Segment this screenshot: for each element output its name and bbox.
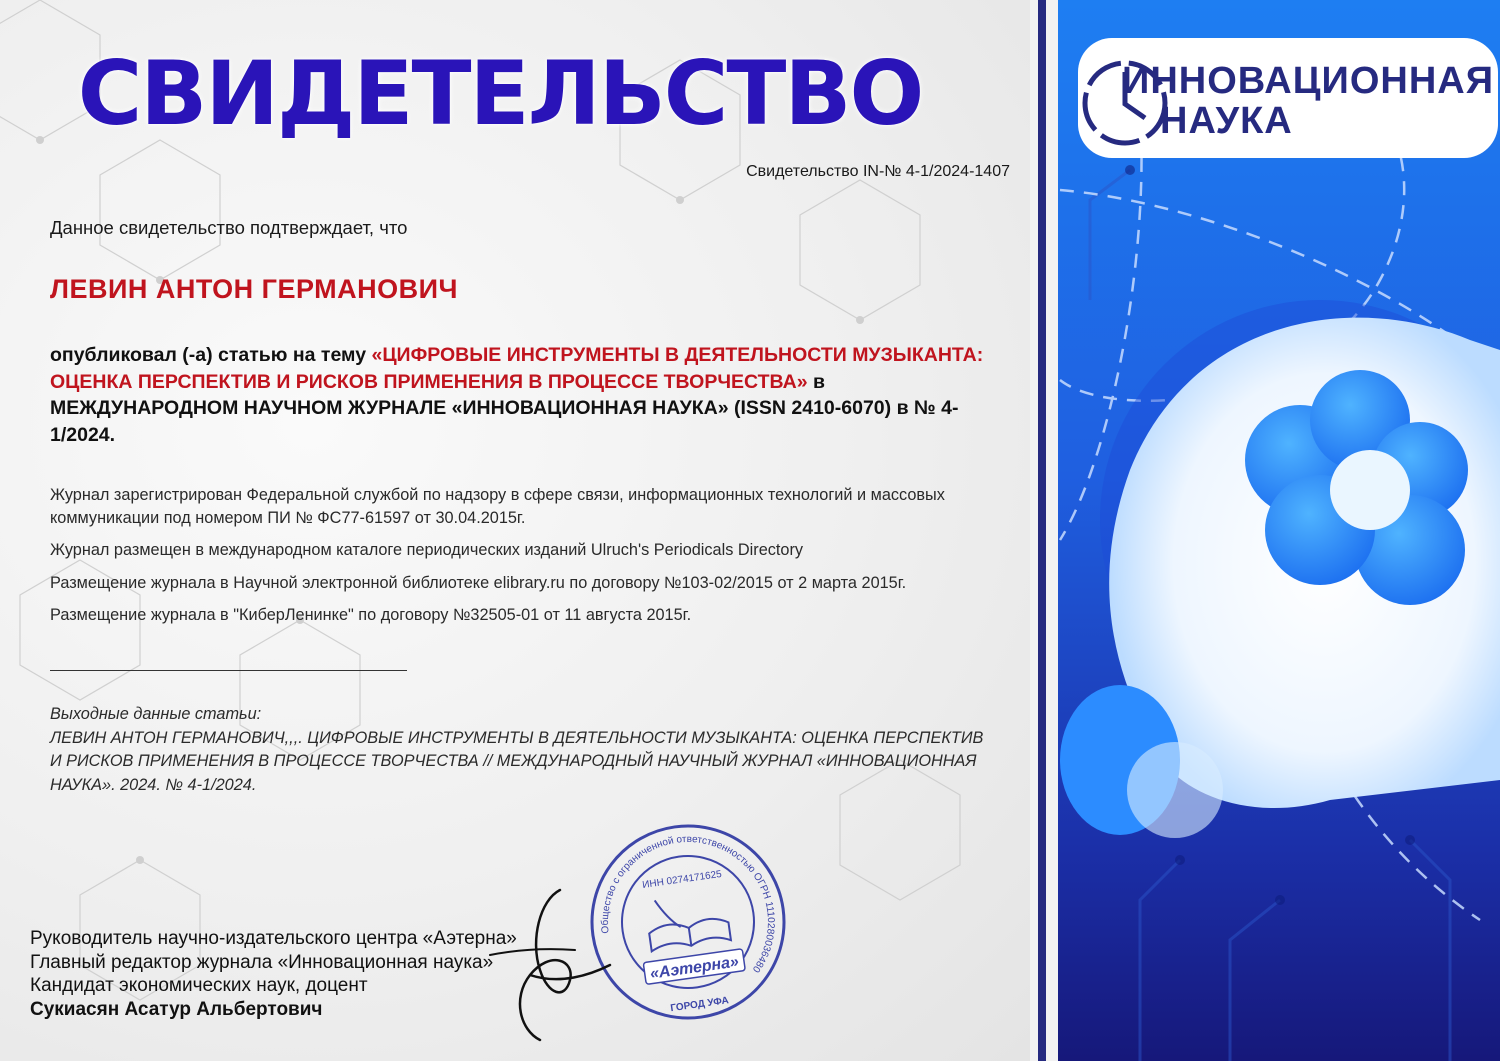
stamp-brand: «Аэтерна» <box>649 953 740 983</box>
article-title: «ЦИФРОВЫЕ ИНСТРУМЕНТЫ В ДЕЯТЕЛЬНОСТИ МУЗЫКАНТА: ОЦЕНКА ПЕРСПЕКТИВ И РИСКОВ ПРИМЕНЕНИЯ В ПРОЦЕССЕ ТВОРЧЕСТВА» <box>50 344 984 393</box>
signer-position: Руководитель научно-издательского центра «Аэтерна» <box>30 928 517 949</box>
registration-line: Размещение журнала в "КиберЛенинке" по договору №32505-01 от 11 августа 2015г. <box>50 606 692 624</box>
signer-degree: Кандидат экономических наук, доцент <box>30 975 368 996</box>
handwritten-signature <box>470 880 620 1050</box>
confirmation-text: Данное свидетельство подтверждает, что <box>50 217 408 238</box>
publication-statement <box>50 342 990 448</box>
stamp-ring-text: Общество с ограниченной ответственностью ОГРН 1110280036480 <box>599 833 777 975</box>
logo-line2: НАУКА <box>1160 100 1293 142</box>
certificate-title: СВИДЕТЕЛЬСТВО <box>77 42 923 145</box>
signer-editor-role: Главный редактор журнала «Инновационная наука» <box>30 951 494 973</box>
certificate-number: Свидетельство IN-№ 4-1/2024-1407 <box>746 163 1010 180</box>
registration-line: Журнал размещен в международном каталоге периодических изданий Ulruch's Periodicals Directory <box>50 541 804 559</box>
article-output-data <box>50 703 990 797</box>
logo-line1: ИННОВАЦИОННАЯ <box>1122 60 1495 102</box>
published-prefix: опубликовал (-а) статью на тему <box>50 344 367 366</box>
section-divider <box>50 670 407 671</box>
output-label: Выходные данные статьи: <box>50 705 262 723</box>
journal-info: в МЕЖДУНАРОДНОМ НАУЧНОМ ЖУРНАЛЕ «ИННОВАЦИОННАЯ НАУКА» (ISSN 2410-6070) в № 4-1/2024. <box>50 370 959 446</box>
registration-line: Журнал зарегистрирован Федеральной службой по надзору в сфере связи, информационных технологий и массовых коммуникации под номером ПИ № ФС77-61597 от 30.04.2015г. <box>50 486 945 527</box>
signer-block <box>30 927 517 1021</box>
stamp-city: ГОРОД УФА <box>669 995 730 1015</box>
signer-name: Сукиасян Асатур Альбертович <box>30 998 323 1020</box>
registration-info <box>50 484 1010 637</box>
decorative-blue-panel <box>1030 0 1500 1061</box>
registration-line: Размещение журнала в Научной электронной библиотеке elibrary.ru по договору №103-02/2015 от 2 марта 2015г. <box>50 573 907 592</box>
output-text: ЛЕВИН АНТОН ГЕРМАНОВИЧ,,,. ЦИФРОВЫЕ ИНСТРУМЕНТЫ В ДЕЯТЕЛЬНОСТИ МУЗЫКАНТА: ОЦЕНКА ПЕРСПЕКТИВ И РИСКОВ ПРИМЕНЕНИЯ В ПРОЦЕССЕ ТВОРЧЕСТВА // МЕЖДУНАРОДНЫЙ НАУЧНЫЙ ЖУРНАЛ «ИННОВАЦИОННАЯ НАУКА». 2024. № 4-1/2024. <box>50 728 984 794</box>
stamp-inn: ИНН 0274171625 <box>641 868 723 891</box>
recipient-name: ЛЕВИН АНТОН ГЕРМАНОВИЧ <box>50 274 459 304</box>
